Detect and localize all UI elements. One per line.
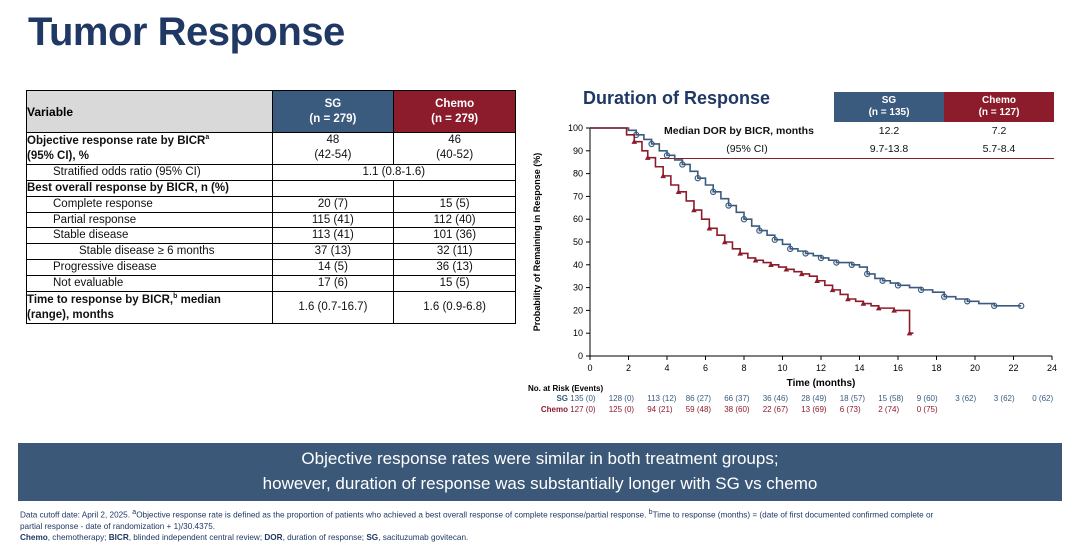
table-row — [27, 164, 516, 180]
risk-cell: 36 (46) — [762, 394, 789, 403]
y-tick-label: 30 — [572, 282, 583, 293]
risk-cell: 38 (60) — [724, 404, 750, 414]
y-tick-label: 40 — [572, 259, 583, 270]
cell-orr-sg — [272, 133, 394, 165]
x-tick-label: 22 — [1008, 363, 1019, 373]
abbr-chemo: Chemo — [20, 532, 48, 542]
cell-sd6-chemo: 32 (11) — [394, 244, 516, 260]
row-label-not-evaluable: Not evaluable — [27, 276, 273, 292]
risk-cell: 113 (12) — [647, 394, 677, 403]
header-chemo-label: Chemo — [435, 98, 475, 111]
tumor-response-table — [26, 90, 516, 324]
cell-cr-sg: 20 (7) — [272, 196, 394, 212]
cell-pd-chemo: 36 (13) — [394, 260, 516, 276]
footnote-marker-b: b — [173, 293, 178, 301]
cell-pr-sg: 115 (41) — [272, 212, 394, 228]
x-tick-label: 10 — [777, 363, 788, 373]
banner-line-2: however, duration of response was substantially longer with SG vs chemo — [262, 474, 818, 493]
dor-header-chemo-label: Chemo — [982, 95, 1016, 106]
x-tick-label: 12 — [815, 363, 827, 373]
cell-ne-sg: 17 (6) — [272, 276, 394, 292]
cell-orr-chemo-value: 46 — [448, 134, 462, 147]
cell-sd6-sg: 37 (13) — [272, 244, 394, 260]
risk-cell: 59 (48) — [685, 404, 712, 414]
cell-odds-ratio-value: 1.1 (0.8-1.6) — [272, 164, 515, 180]
risk-cell: 2 (74) — [878, 404, 900, 414]
y-axis-label: Probability of Remaining in Response (%) — [532, 152, 542, 332]
cell-bor-sg — [272, 180, 394, 196]
abbr-sg: SG — [366, 532, 379, 542]
cell-orr-sg-ci: (42-54) — [314, 149, 352, 162]
x-tick-label: 2 — [625, 363, 632, 373]
abbr-sg-def: , sacituzumab govitecan. — [378, 532, 469, 542]
row-label-complete-response: Complete response — [27, 196, 273, 212]
x-tick-label: 8 — [741, 363, 747, 373]
header-sg-n: (n = 279) — [309, 112, 357, 125]
cell-ne-chemo: 15 (5) — [394, 276, 516, 292]
y-tick-label: 80 — [572, 168, 583, 179]
risk-row-chemo — [528, 405, 1073, 416]
risk-row-sg-label: SG — [556, 394, 568, 403]
abbr-bicr: BICR — [108, 532, 129, 542]
cell-orr-chemo — [394, 133, 516, 165]
number-at-risk-table — [528, 384, 1073, 416]
footnote-orr-def: Objective response rate is defined as the proportion of patients who achieved a best overall response of complete response/partial response. — [136, 510, 649, 520]
cell-ttr-chemo: 1.6 (0.9-6.8) — [394, 292, 516, 324]
cell-orr-sg-value: 48 — [326, 134, 340, 147]
footnote-marker-a: a — [205, 134, 210, 141]
risk-cell: 13 (69) — [801, 404, 827, 414]
table-row — [27, 276, 516, 292]
cell-bor-chemo — [394, 180, 516, 196]
cell-pr-chemo: 112 (40) — [394, 212, 516, 228]
abbr-bicr-def: , blinded independent central review; — [128, 532, 265, 542]
table-row — [27, 196, 516, 212]
row-label-orr-text: Objective response rate by BICR — [27, 134, 206, 147]
footnote-sup-a: a — [132, 509, 137, 516]
row-label-orr-text2: (95% CI), % — [27, 149, 89, 162]
risk-row-chemo-values — [570, 405, 1071, 414]
header-variable: Variable — [27, 91, 273, 133]
cell-orr-chemo-ci: (40-52) — [436, 149, 474, 162]
dor-ci-chemo: 5.7-8.4 — [944, 140, 1054, 159]
header-sg — [272, 91, 394, 133]
dor-header-sg-label: SG — [881, 95, 897, 106]
risk-cell: 94 (21) — [647, 404, 673, 414]
row-label-ttr-text: Time to response by BICR, — [27, 294, 174, 307]
km-curve-chemo — [590, 128, 913, 333]
footnote-sup-b: b — [648, 509, 653, 516]
row-label-time-to-response — [27, 292, 273, 324]
risk-cell: 0 (75) — [916, 404, 938, 414]
dor-label-ci: (95% CI) — [660, 140, 834, 159]
risk-cell: 0 (62) — [1032, 394, 1054, 403]
cell-sd-sg: 113 (41) — [272, 228, 394, 244]
risk-title: No. at Risk (Events) — [528, 384, 604, 393]
risk-cell: 66 (37) — [724, 394, 750, 403]
dor-median-sg: 12.2 — [878, 125, 900, 137]
risk-cell: 9 (60) — [916, 394, 938, 403]
abbr-dor-def: , duration of response; — [282, 532, 367, 542]
page-title: Tumor Response — [28, 10, 345, 54]
risk-cell: 22 (67) — [762, 404, 789, 414]
tumor-response-table-wrapper — [26, 90, 516, 324]
y-tick-label: 60 — [572, 214, 583, 225]
risk-cell: 86 (27) — [685, 394, 712, 403]
row-label-ttr-tail: median — [177, 294, 221, 307]
header-chemo — [394, 91, 516, 133]
duration-of-response-title: Duration of Response — [583, 88, 771, 108]
row-label-progressive-disease: Progressive disease — [27, 260, 273, 276]
dor-ci-sg: 9.7-13.8 — [834, 140, 944, 159]
cell-cr-chemo: 15 (5) — [394, 196, 516, 212]
row-label-stable-disease-6mo: Stable disease ≥ 6 months — [27, 244, 273, 260]
row-label-partial-response: Partial response — [27, 212, 273, 228]
risk-row-sg-values — [570, 394, 1071, 403]
table-row — [27, 292, 516, 324]
risk-row-chemo-label: Chemo — [540, 404, 568, 414]
km-plot — [528, 118, 1068, 408]
y-tick-label: 100 — [567, 123, 583, 133]
footnote-line-3 — [20, 532, 1066, 543]
km-curve-sg — [590, 128, 1021, 306]
abbr-chemo-def: , chemotherapy; — [47, 532, 109, 542]
y-tick-label: 0 — [577, 351, 583, 361]
x-tick-label: 20 — [969, 363, 981, 373]
risk-cell: 128 (0) — [608, 394, 635, 403]
risk-cell: 3 (62) — [955, 394, 977, 403]
km-plot-svg — [528, 118, 1068, 408]
x-tick-label: 16 — [892, 363, 904, 373]
table-header-row — [27, 91, 516, 133]
risk-cell: 3 (62) — [993, 394, 1015, 403]
x-tick-label: 14 — [854, 363, 865, 373]
y-tick-label: 70 — [572, 191, 583, 202]
summary-banner — [18, 443, 1062, 501]
y-tick-label: 50 — [572, 237, 583, 247]
cell-ttr-sg: 1.6 (0.7-16.7) — [272, 292, 394, 324]
table-row — [27, 133, 516, 165]
cell-pd-sg: 14 (5) — [272, 260, 394, 276]
dor-label-median: Median DOR by BICR, months — [664, 125, 814, 137]
x-tick-label: 6 — [702, 363, 709, 373]
dor-header-chemo-n: (n = 127) — [978, 107, 1020, 118]
risk-cell: 135 (0) — [570, 394, 596, 403]
row-label-orr — [27, 133, 273, 165]
abbr-dor: DOR — [264, 532, 283, 542]
table-row — [27, 244, 516, 260]
row-label-ttr-text2: (range), months — [27, 308, 114, 321]
header-sg-label: SG — [324, 98, 342, 111]
risk-cell: 125 (0) — [608, 404, 635, 414]
y-tick-label: 10 — [572, 328, 583, 339]
row-label-stable-disease: Stable disease — [27, 228, 273, 244]
risk-cell: 18 (57) — [839, 394, 866, 403]
risk-cell: 15 (58) — [878, 394, 904, 403]
table-row — [27, 212, 516, 228]
footnote-cutoff: Data cutoff date: April 2, 2025. — [20, 510, 133, 520]
footnotes — [20, 508, 1066, 543]
footnote-line-2: partial response - date of randomization + 1)/30.4375. — [20, 521, 216, 531]
dor-median-chemo: 7.2 — [991, 125, 1007, 137]
table-row — [27, 260, 516, 276]
x-tick-label: 0 — [587, 363, 593, 373]
y-tick-label: 20 — [572, 305, 583, 316]
footnote-ttr-def: Time to response (months) = (date of first documented confirmed complete or — [652, 510, 934, 520]
banner-line-1: Objective response rates were similar in both treatment groups; — [301, 449, 779, 469]
y-tick-label: 90 — [572, 145, 583, 156]
row-label-odds-ratio: Stratified odds ratio (95% CI) — [27, 164, 273, 180]
table-row — [27, 228, 516, 244]
x-tick-label: 24 — [1046, 363, 1058, 373]
footnote-line-1 — [20, 508, 1066, 521]
cell-sd-chemo: 101 (36) — [394, 228, 516, 244]
row-label-best-overall-response: Best overall response by BICR, n (%) — [27, 180, 273, 196]
x-axis-label: Time (months) — [786, 378, 856, 389]
risk-row-sg — [528, 394, 1073, 405]
table-row — [27, 180, 516, 196]
risk-cell: 127 (0) — [570, 404, 596, 414]
dor-header-sg-n: (n = 135) — [868, 107, 910, 118]
x-tick-label: 4 — [664, 363, 670, 373]
x-tick-label: 18 — [931, 363, 942, 373]
risk-cell: 6 (73) — [839, 404, 861, 414]
header-chemo-n: (n = 279) — [431, 112, 479, 125]
risk-cell: 28 (49) — [801, 394, 827, 403]
